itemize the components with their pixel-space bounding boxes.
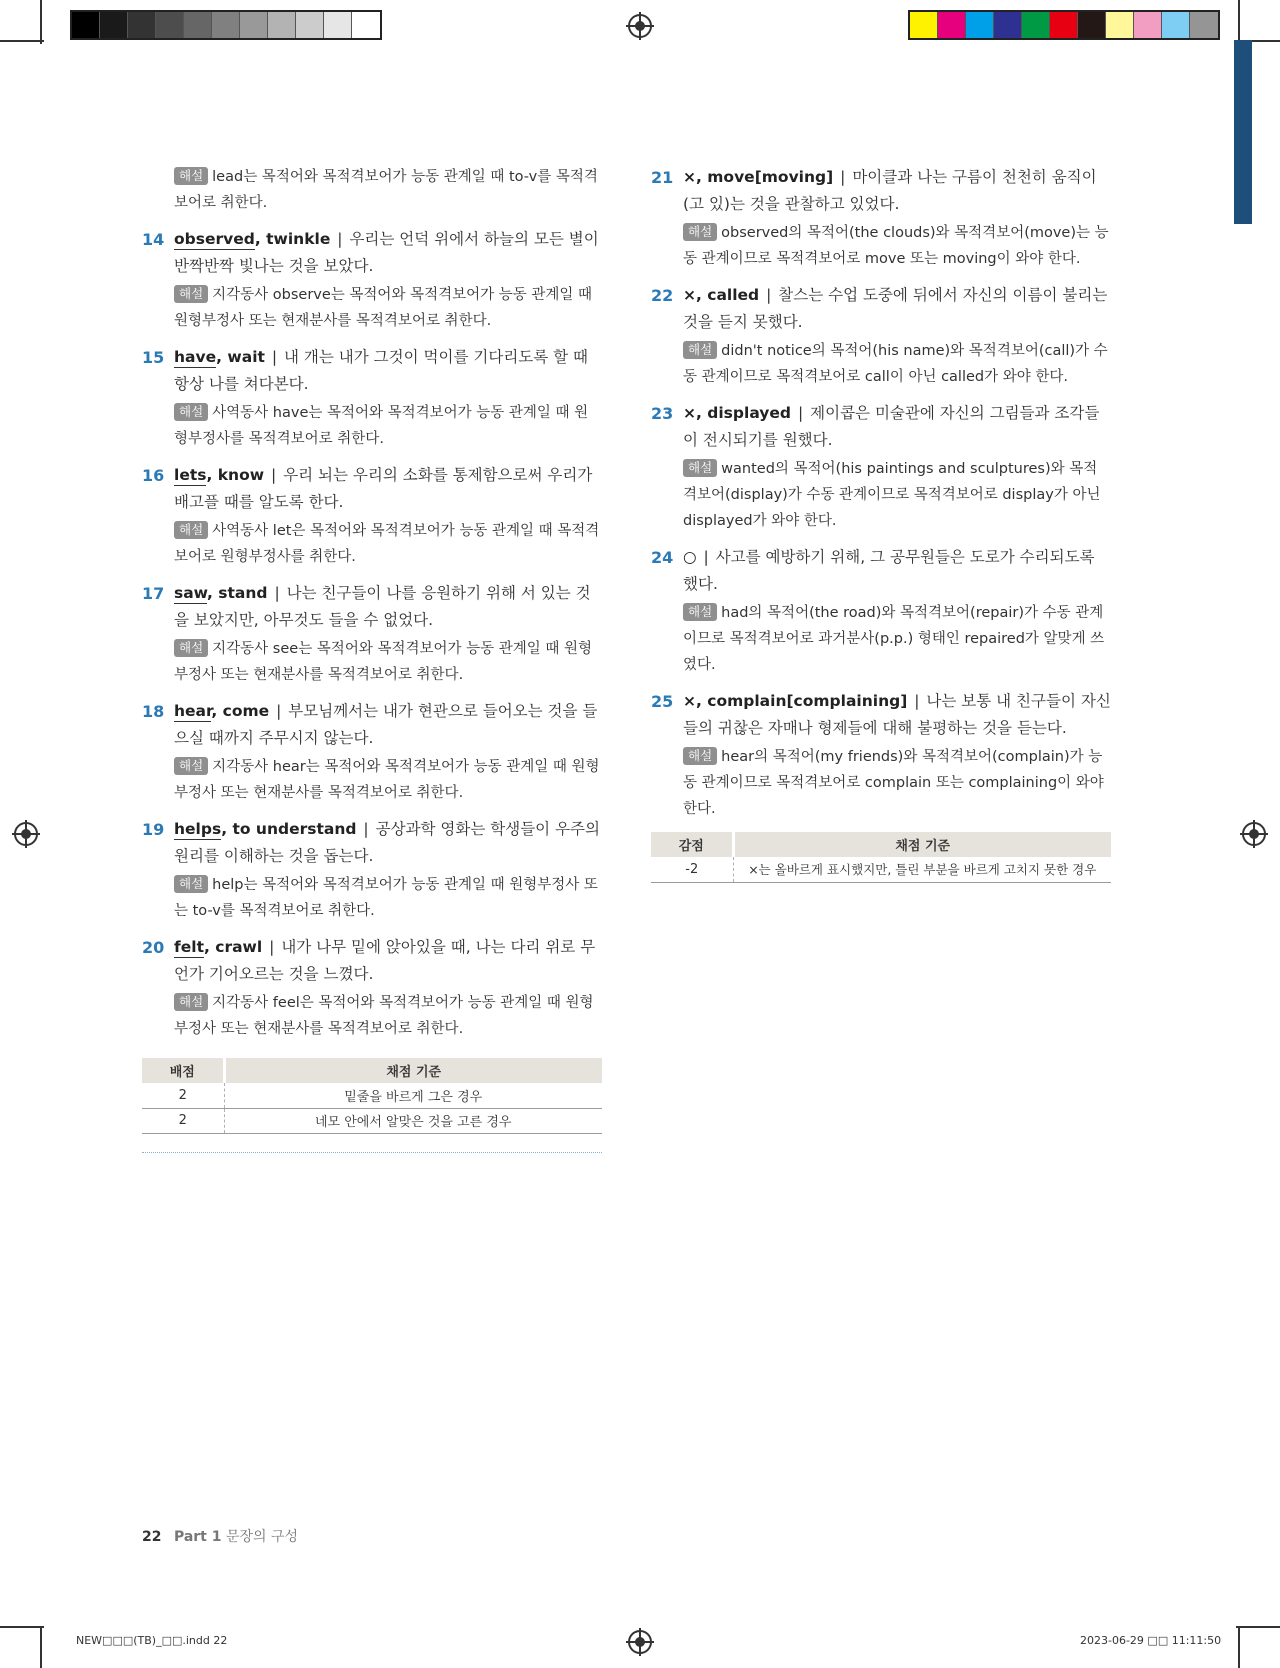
answer-list-right	[651, 164, 1111, 822]
answer-line	[683, 400, 1111, 454]
answer-segment: , wait	[216, 348, 265, 366]
translation-text: 내가 나무 밑에 앉아있을 때, 나는 다리 위로 무언가 기어오르는 것을 느꼈다.	[174, 938, 596, 983]
answer-text	[174, 584, 268, 604]
color-swatch	[910, 12, 938, 38]
explanation-text: observed의 목적어(the clouds)와 목적격보어(move)는 능동 관계이므로 목적격보어로 move 또는 moving이 와야 한다.	[683, 225, 1109, 267]
table-header-criteria: 채점 기준	[733, 832, 1111, 857]
color-swatch	[1078, 12, 1106, 38]
color-swatch	[296, 12, 324, 38]
color-swatch	[324, 12, 352, 38]
registration-mark-icon	[628, 1630, 652, 1654]
answer-item	[142, 580, 602, 688]
question-number: 20	[142, 938, 165, 957]
separator: |	[766, 286, 772, 304]
table-cell-criteria: ×는 올바르게 표시했지만, 틀린 부분을 바르게 고치지 못한 경우	[733, 857, 1111, 882]
registration-mark-icon	[628, 14, 652, 38]
crop-mark	[1238, 1626, 1240, 1668]
color-swatch	[212, 12, 240, 38]
translation-text: 우리 뇌는 우리의 소화를 통제함으로써 우리가 배고플 때를 알도록 한다.	[174, 466, 593, 511]
answer-line	[683, 282, 1111, 336]
question-number: 14	[142, 230, 165, 249]
answer-segment: , twinkle	[254, 230, 331, 248]
answer-text	[683, 286, 759, 304]
answer-item	[142, 344, 602, 452]
color-swatch	[1134, 12, 1162, 38]
answer-line	[683, 688, 1111, 742]
table-cell-points: 2	[142, 1108, 224, 1133]
page-number: 22	[142, 1529, 162, 1545]
answer-item	[651, 400, 1111, 534]
slug-filename: NEW□□□(TB)_□□.indd 22	[76, 1634, 228, 1647]
answer-item	[651, 688, 1111, 822]
crop-mark	[0, 40, 44, 42]
color-swatch	[994, 12, 1022, 38]
table-cell-deduction: -2	[651, 857, 733, 882]
explanation-tag: 해설	[683, 603, 717, 621]
explanation	[683, 744, 1111, 822]
registration-mark-icon	[14, 822, 38, 846]
crop-mark	[40, 1626, 42, 1668]
color-swatch	[1022, 12, 1050, 38]
answer-item	[651, 164, 1111, 272]
crop-mark	[0, 1626, 44, 1628]
answer-item	[142, 698, 602, 806]
answer-text	[683, 692, 907, 710]
page-folio	[142, 1526, 298, 1546]
explanation	[174, 990, 602, 1042]
explanation	[683, 600, 1111, 678]
answer-segment: ×, displayed	[683, 404, 792, 422]
part-label: Part 1	[173, 1529, 222, 1545]
explanation	[174, 872, 602, 924]
answer-list-left	[142, 164, 602, 1042]
explanation	[174, 518, 602, 570]
answer-line	[174, 580, 602, 634]
color-swatch	[938, 12, 966, 38]
explanation-text: 지각동사 see는 목적어와 목적격보어가 능동 관계일 때 원형부정사 또는 현재분사를 목적격보어로 취한다.	[174, 641, 592, 683]
explanation-tag: 해설	[174, 167, 208, 185]
explanation-tag: 해설	[683, 341, 717, 359]
answer-segment: saw	[174, 584, 208, 602]
explanation-tag: 해설	[174, 521, 208, 539]
answer-text	[174, 230, 330, 250]
table-cell-criteria: 밑줄을 바르게 그은 경우	[224, 1083, 602, 1108]
answer-segment: helps	[174, 820, 222, 838]
answer-segment: ×, move[moving]	[683, 168, 834, 186]
explanation	[174, 636, 602, 688]
answer-text	[174, 466, 264, 486]
answer-text	[683, 404, 791, 422]
explanation-text: hear의 목적어(my friends)와 목적격보어(complain)가 능동 관계이므로 목적격보어로 complain 또는 complaining이 와야 한다.	[683, 749, 1104, 817]
color-swatch	[128, 12, 156, 38]
answer-item	[651, 282, 1111, 390]
table-header-deduction: 감점	[651, 832, 733, 857]
translation-text: 우리는 언덕 위에서 하늘의 모든 별이 반짝반짝 빛나는 것을 보았다.	[174, 230, 599, 275]
chapter-tab-marker	[1234, 40, 1252, 224]
answer-item	[651, 544, 1111, 678]
left-column	[142, 164, 602, 1153]
separator: |	[271, 466, 277, 484]
separator: |	[271, 348, 278, 366]
explanation	[683, 456, 1111, 534]
explanation-tag: 해설	[683, 223, 717, 241]
explanation-text: 사역동사 let은 목적어와 목적격보어가 능동 관계일 때 목적격보어로 원형부정사를 취한다.	[174, 523, 600, 565]
table-cell-points: 2	[142, 1083, 224, 1108]
answer-segment: , come	[211, 702, 270, 720]
explanation-text: wanted의 목적어(his paintings and sculptures)와 목적격보어(display)가 수동 관계이므로 목적격보어로 display가 아닌 displayed가 와야 한다.	[683, 461, 1101, 529]
scoring-table-right	[651, 832, 1111, 883]
answer-text	[174, 938, 262, 958]
answer-segment: ×, called	[683, 286, 760, 304]
answer-segment: have	[174, 348, 217, 366]
slug-timestamp: 2023-06-29 □□ 11:11:50	[1080, 1634, 1222, 1647]
color-swatch	[156, 12, 184, 38]
separator: |	[276, 702, 282, 720]
question-number: 21	[651, 168, 674, 187]
explanation-tag: 해설	[174, 639, 208, 657]
table-row	[142, 1108, 602, 1133]
separator: |	[703, 548, 709, 566]
explanation-text: lead는 목적어와 목적격보어가 능동 관계일 때 to-v를 목적격보어로 취한다.	[174, 169, 598, 211]
answer-item	[142, 462, 602, 570]
answer-segment: felt	[174, 938, 204, 956]
answer-line	[174, 934, 602, 988]
color-swatch	[1190, 12, 1218, 38]
separator: |	[840, 168, 846, 186]
answer-segment: ○	[683, 548, 697, 566]
question-number: 22	[651, 286, 674, 305]
translation-text: 나는 보통 내 친구들이 자신들의 귀찮은 자매나 형제들에 대해 불평하는 것을 듣는다.	[683, 692, 1111, 737]
explanation-text: help는 목적어와 목적격보어가 능동 관계일 때 원형부정사 또는 to-v를 목적격보어로 취한다.	[174, 877, 598, 919]
section-divider	[142, 1152, 602, 1153]
answer-text	[174, 702, 269, 722]
explanation-tag: 해설	[174, 875, 208, 893]
answer-line	[174, 816, 602, 870]
explanation-tag: 해설	[174, 993, 208, 1011]
separator: |	[274, 584, 280, 602]
right-column	[651, 164, 1111, 883]
explanation-text: 지각동사 feel은 목적어와 목적격보어가 능동 관계일 때 원형부정사 또는 현재분사를 목적격보어로 취한다.	[174, 995, 594, 1037]
crop-mark	[1236, 1626, 1280, 1628]
explanation-tag: 해설	[683, 747, 717, 765]
question-number: 15	[142, 348, 165, 367]
answer-line	[174, 226, 602, 280]
answer-item	[142, 934, 602, 1042]
question-number: 19	[142, 820, 165, 839]
answer-segment: lets	[174, 466, 207, 484]
translation-text: 사고를 예방하기 위해, 그 공무원들은 도로가 수리되도록 했다.	[683, 548, 1095, 593]
question-number: 16	[142, 466, 165, 485]
table-header-criteria: 채점 기준	[224, 1058, 602, 1083]
color-swatch	[352, 12, 380, 38]
table-cell-criteria: 네모 안에서 알맞은 것을 고른 경우	[224, 1108, 602, 1133]
color-swatch	[240, 12, 268, 38]
question-number: 25	[651, 692, 674, 711]
answer-segment: hear	[174, 702, 212, 720]
separator: |	[337, 230, 343, 248]
explanation	[683, 338, 1111, 390]
crop-mark	[40, 0, 42, 44]
explanation	[174, 754, 602, 806]
answer-line	[174, 344, 602, 398]
translation-text: 찰스는 수업 도중에 뒤에서 자신의 이름이 불리는 것을 듣지 못했다.	[683, 286, 1108, 331]
answer-segment: observed	[174, 230, 255, 248]
answer-text	[683, 168, 833, 186]
explanation	[683, 220, 1111, 272]
process-color-bar	[908, 10, 1220, 40]
color-swatch	[268, 12, 296, 38]
explanation-text: didn't notice의 목적어(his name)와 목적격보어(call)가 수동 관계이므로 목적격보어로 call이 아닌 called가 와야 한다.	[683, 343, 1108, 385]
registration-mark-icon	[1242, 822, 1266, 846]
color-swatch	[1050, 12, 1078, 38]
translation-text: 마이클과 나는 구름이 천천히 움직이(고 있)는 것을 관찰하고 있었다.	[683, 168, 1097, 213]
answer-segment: , crawl	[203, 938, 263, 956]
answer-line	[174, 462, 602, 516]
answer-item	[142, 164, 602, 216]
translation-text: 제이콥은 미술관에 자신의 그림들과 조각들이 전시되기를 원했다.	[683, 404, 1100, 449]
separator: |	[363, 820, 369, 838]
answer-item	[142, 226, 602, 334]
part-title: 문장의 구성	[225, 1529, 299, 1545]
question-number: 17	[142, 584, 165, 603]
translation-text: 내 개는 내가 그것이 먹이를 기다리도록 할 때 항상 나를 쳐다본다.	[174, 348, 589, 393]
explanation-text: had의 목적어(the road)와 목적격보어(repair)가 수동 관계이므로 목적격보어로 과거분사(p.p.) 형태인 repaired가 알맞게 쓰였다.	[683, 605, 1105, 673]
color-swatch	[184, 12, 212, 38]
separator: |	[914, 692, 920, 710]
separator: |	[797, 404, 804, 422]
question-number: 24	[651, 548, 674, 567]
explanation-text: 지각동사 observe는 목적어와 목적격보어가 능동 관계일 때 원형부정사 또는 현재분사를 목적격보어로 취한다.	[174, 287, 592, 329]
explanation-tag: 해설	[174, 285, 208, 303]
answer-line	[683, 164, 1111, 218]
grayscale-color-bar	[70, 10, 382, 40]
color-swatch	[1162, 12, 1190, 38]
color-swatch	[100, 12, 128, 38]
answer-segment: , to understand	[221, 820, 357, 838]
color-swatch	[966, 12, 994, 38]
answer-segment: ×, complain[complaining]	[683, 692, 908, 710]
answer-text	[683, 548, 697, 566]
table-row	[651, 857, 1111, 882]
explanation-tag: 해설	[174, 403, 208, 421]
explanation-text: 사역동사 have는 목적어와 목적격보어가 능동 관계일 때 원형부정사를 목적격보어로 취한다.	[174, 405, 589, 447]
explanation-tag: 해설	[174, 757, 208, 775]
translation-text: 나는 친구들이 나를 응원하기 위해 서 있는 것을 보았지만, 아무것도 들을 수 없었다.	[174, 584, 591, 629]
scoring-table-left	[142, 1058, 602, 1134]
answer-line	[174, 698, 602, 752]
translation-text: 부모님께서는 내가 현관으로 들어오는 것을 들으실 때까지 주무시지 않는다.	[174, 702, 598, 747]
question-number: 23	[651, 404, 674, 423]
explanation-tag: 해설	[683, 459, 717, 477]
table-row	[142, 1083, 602, 1108]
translation-text: 공상과학 영화는 학생들이 우주의 원리를 이해하는 것을 돕는다.	[174, 820, 600, 865]
explanation-text: 지각동사 hear는 목적어와 목적격보어가 능동 관계일 때 원형부정사 또는 현재분사를 목적격보어로 취한다.	[174, 759, 600, 801]
answer-text	[174, 348, 265, 368]
crop-mark	[1238, 0, 1240, 44]
explanation	[174, 400, 602, 452]
color-swatch	[72, 12, 100, 38]
answer-segment: , stand	[207, 584, 268, 602]
table-header-points: 배점	[142, 1058, 224, 1083]
answer-line	[683, 544, 1111, 598]
explanation	[174, 282, 602, 334]
separator: |	[269, 938, 275, 956]
color-swatch	[1106, 12, 1134, 38]
answer-item	[142, 816, 602, 924]
explanation	[174, 164, 602, 216]
answer-text	[174, 820, 356, 840]
answer-segment: , know	[206, 466, 265, 484]
question-number: 18	[142, 702, 165, 721]
